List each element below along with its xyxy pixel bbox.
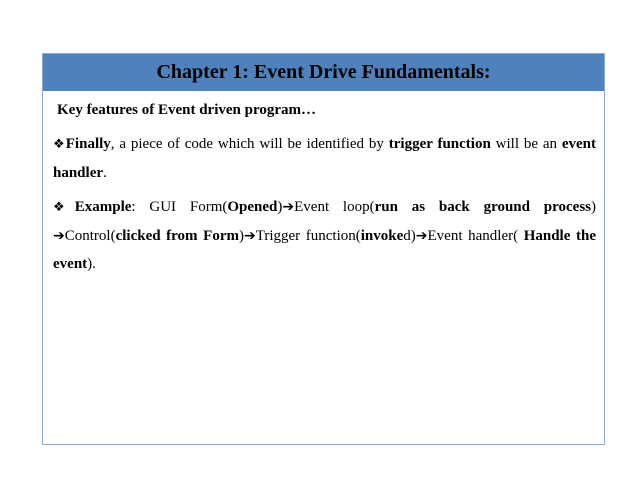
text-opened: Opened [227, 199, 278, 215]
text-segment: , a piece of code which will be identified by [110, 136, 389, 152]
arrow-right-icon: ➔ [243, 228, 256, 244]
text-segment: ) [591, 199, 597, 215]
text-segment: d) [403, 228, 416, 244]
text-segment: . [103, 165, 107, 181]
text-trigger-function: trigger function [388, 136, 491, 152]
text-segment: will be an [490, 136, 562, 152]
text-handle-event: Handle the event [53, 228, 596, 272]
text-clicked-from-form: clicked from Form [115, 228, 239, 244]
text-segment: Trigger function( [255, 228, 361, 244]
slide-content [53, 96, 596, 280]
page-title: Chapter 1: Event Drive Fundamentals: [156, 61, 491, 83]
arrow-right-icon: ➔ [415, 228, 428, 244]
slide-frame [42, 53, 605, 445]
text-example: Example [74, 199, 132, 215]
paragraph-finally [53, 130, 596, 187]
text-segment: Event handler( [427, 228, 524, 244]
arrow-right-icon: ➔ [53, 228, 65, 244]
text-segment: ) [277, 199, 283, 215]
arrow-right-icon: ➔ [282, 199, 295, 215]
title-bar [43, 54, 604, 91]
text-segment: Event loop( [294, 199, 375, 215]
text-run-background: run as back ground process [374, 199, 592, 215]
text-segment: Control( [64, 228, 116, 244]
text-segment: : GUI Form( [131, 199, 228, 215]
text-event-handler: event handler [53, 136, 597, 181]
text-segment: ). [87, 256, 96, 272]
text-finally: Finally [65, 136, 111, 152]
text-invoke: invoke [360, 228, 404, 244]
paragraph-example [53, 193, 596, 278]
diamond-bullet-icon: ❖ [53, 200, 75, 215]
subheading: Key features of Event driven program… [57, 102, 316, 118]
text-segment: ) [238, 228, 244, 244]
diamond-bullet-icon: ❖ [53, 137, 66, 152]
